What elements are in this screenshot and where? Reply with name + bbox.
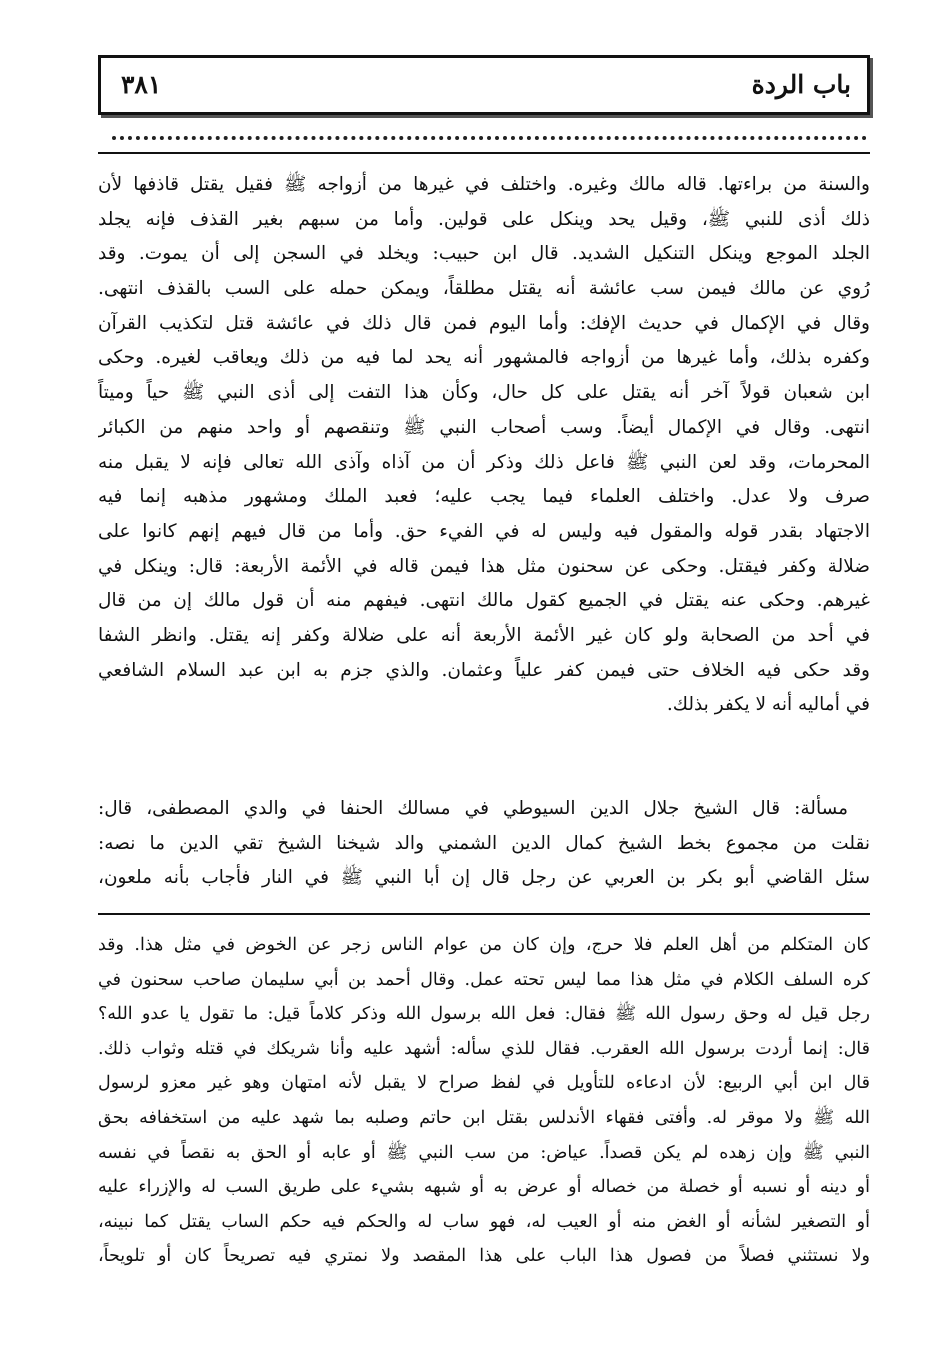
text-line: رُوي عن مالك فيمن سب عائشة أنه يقتل مطلقاً، ويمكن حمله على السب بالقذف انتهى.: [98, 278, 870, 300]
text-line: ضلالة وكفر فيقتل. وحكى عن سحنون مثل هذا فيمن قاله في الأئمة الأربعة: قال: وينكل في: [98, 555, 870, 577]
main-paragraph-2: [98, 792, 870, 896]
text-line: الجلد الموجع وينكل التنكيل الشديد. قال ابن حبيب: ويخلد في السجن إلى أن يموت. وقد: [98, 243, 870, 265]
main-paragraph-1: [98, 168, 870, 723]
text-line: في أماليه أنه لا يكفر بذلك.: [666, 694, 870, 716]
dotted-divider: [112, 136, 867, 140]
footnote-line: أو التصغير لشأنه أو الغض منه أو العيب له، فهو ساب له والحكم فيه حكم الساب يقتل كما نبينه،: [98, 1211, 870, 1232]
text-line: الاجتهاد بقدر قوله والمقول فيه وليس له في الفيء حق. وأما من قال فيهم إنهم كانوا على: [98, 520, 870, 542]
footnote-block: [98, 928, 870, 1274]
text-line: وكفره بذلك، وأما غيرها من أزواجه فالمشهور أنه يحد لما فيه من ذلك ويعاقب لغيره. وحكى: [98, 347, 870, 369]
footnote-line: كره السلف الكلام في مثل هذا مما ليس تحته عمل. وقال أحمد بن أبي سليمان صاحب سحنون في: [98, 969, 870, 990]
text-line: ابن شعبان قولاً آخر أنه يقتل على كل حال، وكأن هذا التفت إلى أذى النبي ﷺ حياً وميتاً: [98, 382, 870, 404]
footnote-line: قال: إنما أردت برسول الله العقرب. فقال للذي سأله: أشهد عليه وأنا شريكك في قتله وثواب ذلك.: [98, 1038, 870, 1059]
text-line: غيرهم. وحكى عنه يقتل في الجميع كقول مالك انتهى. فيفهم منه أن قول مالك إن من قال: [98, 590, 870, 612]
footnote-line: قال ابن أبي الربيع: لأن ادعاءه للتأويل في لفظ صراح لا يقبل لأنه امتهان وهو غير معزو لرسول: [98, 1073, 870, 1094]
footnote-line: ولا نستثني فصلاً من فصول هذا الباب على هذا المقصد ولا نمتري فيه تصريحاً كان أو تلويحاً،: [98, 1246, 870, 1267]
text-line: ذلك أذى للنبي ﷺ، وقيل يحد وينكل على قولين. وأما من سبهم بغير القذف فإنه يجلد: [98, 208, 870, 230]
page-number: ٣٨١: [121, 70, 162, 99]
text-line: في أحد من الصحابة ولو كان غير الأئمة الأربعة أنه على ضلالة وكفر إنه يقتل. وانظر الشفا: [98, 624, 870, 646]
running-header: [98, 55, 870, 115]
footnote-line: أو دينه أو نسبه أو خصلة من خصاله أو عرض به أو شبهه بشيء على طريق السب له والإزراء عليه: [98, 1177, 870, 1198]
footnote-line: رجل قيل له وحق رسول الله ﷺ فقال: فعل الله برسول الله وذكر كلاماً قيل: ما تقول يا عدو الله؟: [98, 1004, 870, 1025]
text-line: انتهى. وقال في الإكمال أيضاً. وسب أصحاب النبي ﷺ وتنقصهم أو واحد منهم من الكبائر: [98, 416, 870, 438]
footnote-line: النبي ﷺ وإن زهده لم يكن قصداً. عياض: من سب النبي ﷺ أو عابه أو الحق به نقصاً في نفسه: [98, 1142, 870, 1163]
text-line: والسنة من براءتها. قاله مالك وغيره. واختلف في غيرها من أزواجه ﷺ فقيل يقتل قاذفها لأن: [98, 174, 870, 195]
text-line: مسألة: قال الشيخ جلال الدين السيوطي في مسالك الحنفا في والدي المصطفى، قال:: [98, 798, 848, 819]
text-line: وقد حكى فيه الخلاف حتى فيمن كفر علياً وعثمان. والذي جزم به ابن عبد السلام الشافعي: [98, 659, 870, 681]
footnote-line: الله ﷺ ولا موقر له. وأفتى فقهاء الأندلس بقتل ابن حاتم وصلبه بما شهد عليه من استخفافه بحق: [98, 1107, 870, 1128]
text-line: نقلت من مجموع بخط الشيخ كمال الدين الشمني والد شيخنا الشيخ تقي الدين ما نصه:: [98, 832, 870, 854]
footnote-line: كان المتكلم من أهل العلم فلا حرج، وإن كان من عوام الناس زجر عن الخوض في مثل هذا. وقد: [98, 935, 870, 955]
footnote-divider: [98, 913, 870, 915]
text-line: صرف ولا عدل. واختلف العلماء فيما يجب عليه؛ فعبد الملك ومشهور مذهبه إنما فيه: [98, 486, 870, 508]
chapter-title: باب الردة: [751, 70, 851, 99]
text-line: سئل القاضي أبو بكر بن العربي عن رجل قال إن أبا النبي ﷺ في النار فأجاب بأنه ملعون،: [98, 867, 870, 889]
text-line: وقال في الإكمال في حديث الإفك: وأما اليوم فمن قال ذلك في عائشة قتل لتكذيب القرآن: [98, 312, 870, 334]
header-rule: [98, 152, 870, 154]
text-line: المحرمات، وقد لعن النبي ﷺ فاعل ذلك وذكر أن من آذاه وآذى الله تعالى فإنه لا يقبل منه: [98, 451, 870, 473]
